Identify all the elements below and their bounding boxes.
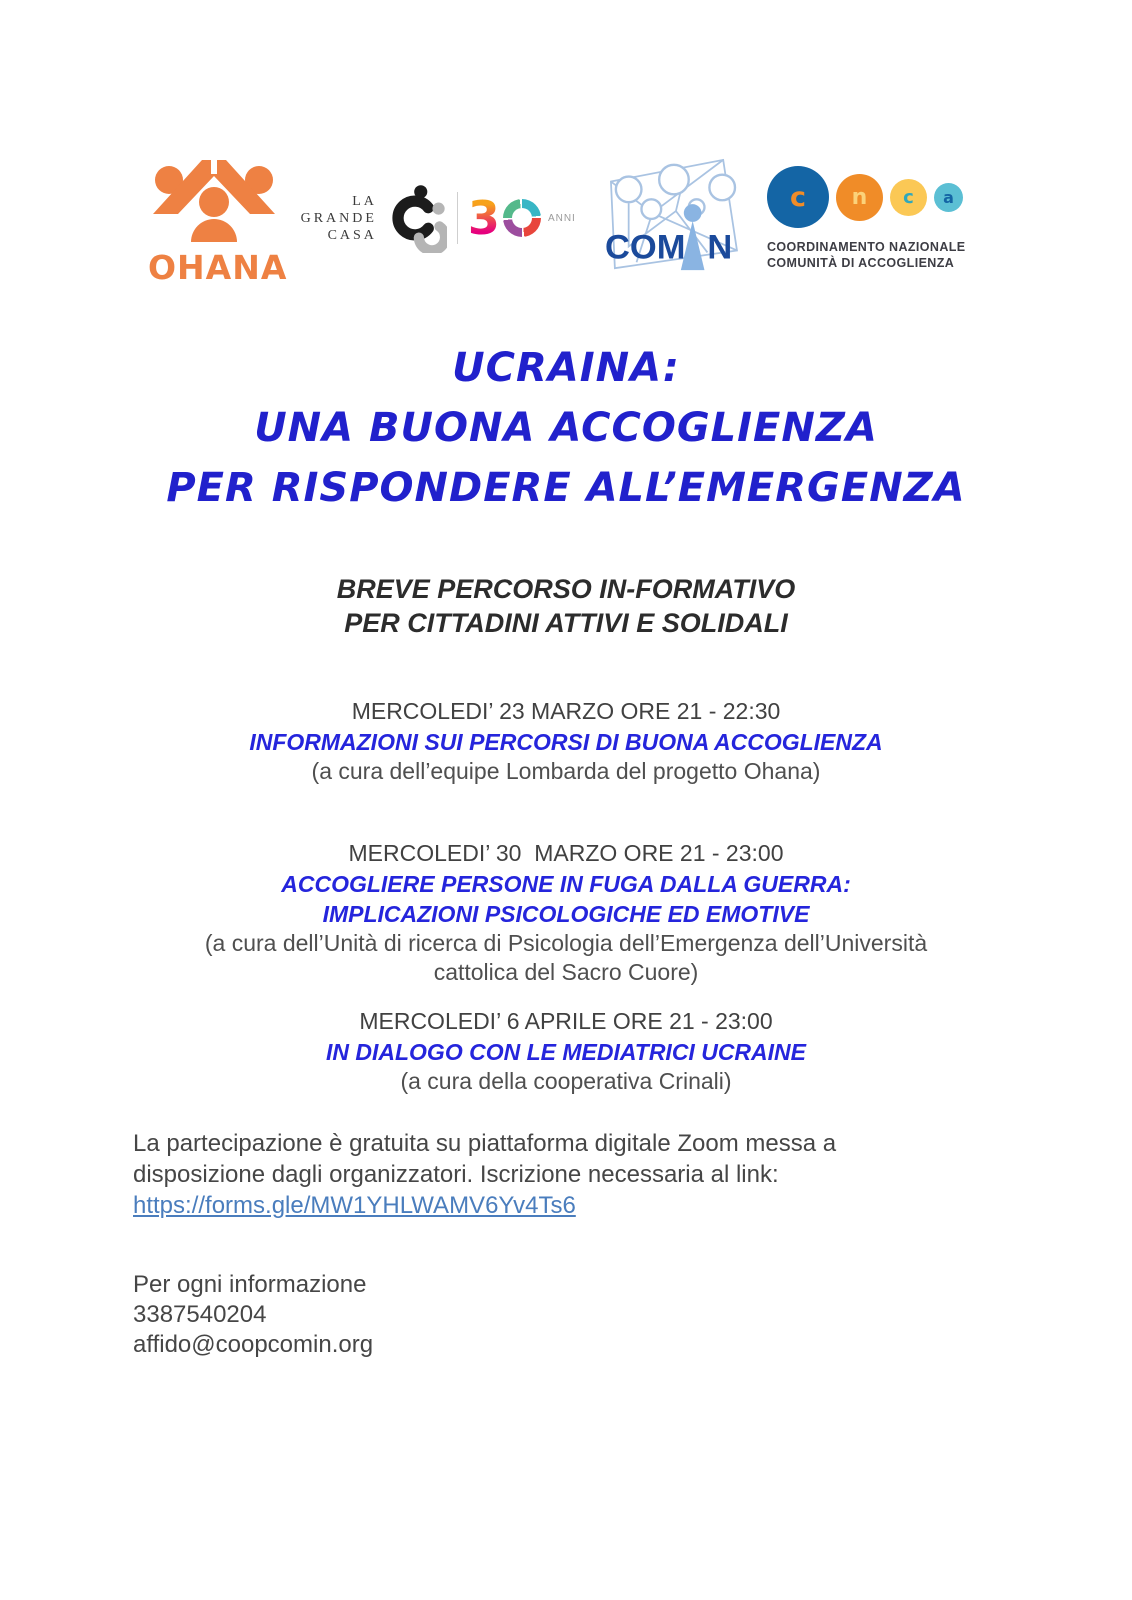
cnca-circle-c2 (890, 179, 927, 216)
session-1-title-line1: INFORMAZIONI SUI PERCORSI DI BUONA ACCOGLIENZA (249, 729, 883, 755)
contact-email: affido@coopcomin.org (133, 1331, 374, 1358)
cnca-circle-a (934, 183, 963, 212)
lgc-anniversary-zero-ring-icon (503, 199, 541, 237)
comin-logo (596, 152, 746, 285)
event-subtitle-line2: PER CITTADINI ATTIVI E SOLIDALI (344, 608, 788, 638)
cnca-circle-n (836, 174, 883, 221)
registration-line1: La partecipazione è gratuita su piattaforma digitale Zoom messa a (133, 1130, 837, 1157)
session-1-byline (0, 757, 1132, 786)
contact-heading: Per ogni informazione (133, 1271, 367, 1298)
session-2-title (0, 869, 1132, 929)
session-3-byline-line1: (a cura della cooperativa Crinali) (400, 1068, 732, 1094)
la-grande-casa-logo (301, 173, 576, 263)
cnca-letter-a: a (943, 187, 954, 207)
session-2-date: MERCOLEDI’ 30 MARZO ORE 21 - 23:00 (348, 840, 784, 866)
ohana-figures-icon (149, 150, 279, 245)
session-2-byline-line2: cattolica del Sacro Cuore) (433, 959, 699, 985)
comin-text-com: COM (605, 227, 686, 266)
session-1-date: MERCOLEDI’ 23 MARZO ORE 21 - 22:30 (351, 698, 781, 724)
event-title-line2: UNA BUONA ACCOGLIENZA (254, 405, 878, 451)
la-grande-casa-name (301, 193, 377, 244)
session-2-title-line1: ACCOGLIERE PERSONE IN FUGA DALLA GUERRA: (281, 871, 851, 897)
logo-row (148, 148, 966, 288)
lgc-anniversary-digit-3: 3 (467, 191, 500, 245)
session-3-title-line1: IN DIALOGO CON LE MEDIATRICI UCRAINE (325, 1039, 806, 1065)
session-3-byline (0, 1067, 1132, 1096)
registration-form-link[interactable]: https://forms.gle/MW1YHLWAMV6Yv4Ts6 (133, 1192, 576, 1219)
session-block-2 (0, 838, 1132, 987)
cnca-caption-line1: COORDINAMENTO NAZIONALE (767, 240, 966, 254)
session-block-1 (0, 696, 1132, 786)
session-block-3 (0, 1006, 1132, 1096)
comin-network-icon (596, 152, 746, 280)
session-3-title (0, 1037, 1132, 1067)
lgc-name-line1: LA (352, 193, 377, 209)
cnca-caption (767, 239, 966, 271)
lgc-name-line2: GRANDE (300, 210, 377, 226)
session-3-date: MERCOLEDI’ 6 APRILE ORE 21 - 23:00 (359, 1008, 773, 1034)
event-title (0, 338, 1132, 518)
lgc-anni-label: ANNI (547, 212, 576, 224)
cnca-caption-line2: COMUNITÀ DI ACCOGLIENZA (767, 256, 955, 270)
session-2-byline (0, 929, 1132, 987)
session-1-title (0, 727, 1132, 757)
cnca-logo (767, 165, 966, 271)
session-2-title-line2: IMPLICAZIONI PSICOLOGICHE ED EMOTIVE (322, 901, 810, 927)
contact-info (133, 1270, 373, 1360)
cnca-letter-c1: c (789, 181, 806, 213)
contact-phone: 3387540204 (133, 1301, 267, 1328)
ohana-logo (148, 150, 288, 287)
event-subtitle (0, 572, 1132, 640)
lgc-30th-anniversary (467, 191, 576, 245)
cnca-letter-c2: c (903, 186, 914, 208)
event-subtitle-line1: BREVE PERCORSO IN-FORMATIVO (336, 574, 796, 604)
la-grande-casa-mark-icon (387, 183, 447, 253)
cnca-letter-n: n (851, 184, 868, 210)
cnca-circle-c1 (767, 166, 829, 228)
registration-info (133, 1128, 913, 1221)
session-1-byline-line1: (a cura dell’equipe Lombarda del progetto Ohana) (311, 758, 821, 784)
lgc-divider (457, 192, 458, 244)
event-title-line1: UCRAINA: (452, 345, 680, 391)
event-title-line3: PER RISPONDERE ALL’EMERGENZA (166, 465, 966, 511)
comin-text-n: N (707, 227, 733, 266)
registration-line2: disposizione dagli organizzatori. Iscrizione necessaria al link: (133, 1161, 779, 1188)
lgc-name-line3: CASA (327, 227, 377, 243)
comin-beacon-head (684, 204, 702, 222)
ohana-wordmark: OHANA (148, 247, 288, 287)
cnca-circles (767, 165, 963, 229)
session-2-byline-line1: (a cura dell’Unità di ricerca di Psicologia dell’Emergenza dell’Università (204, 930, 928, 956)
